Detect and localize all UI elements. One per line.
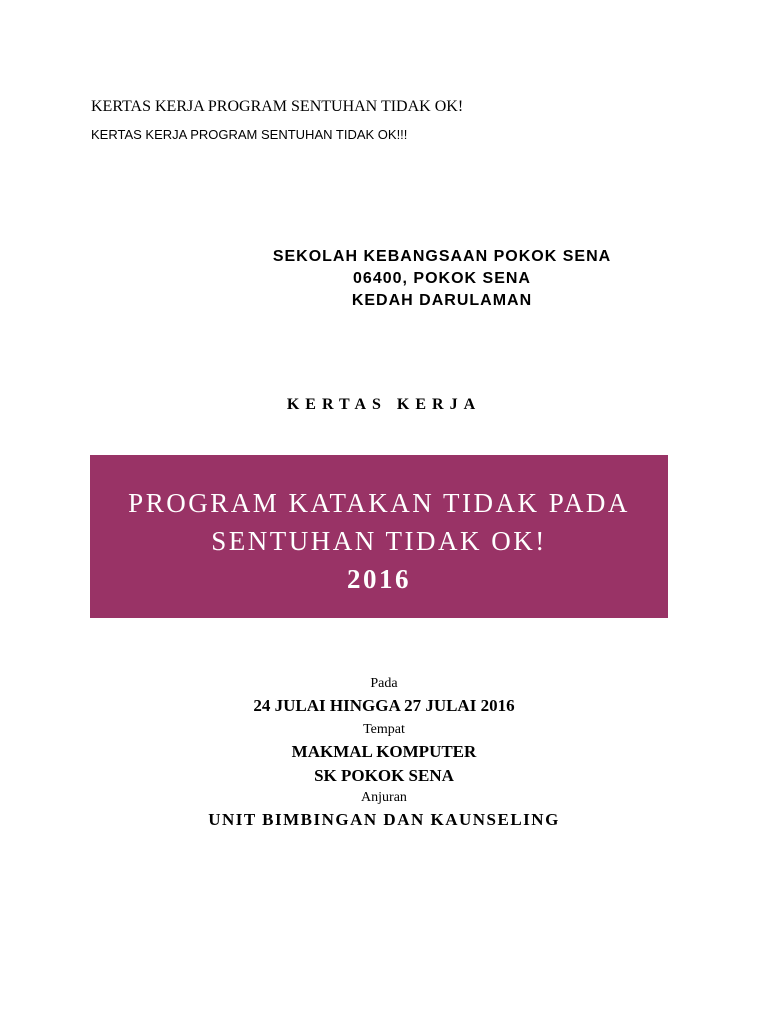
date-value: 24 JULAI HINGGA 27 JULAI 2016	[253, 696, 515, 715]
program-details	[0, 674, 768, 832]
program-title-banner	[90, 455, 668, 618]
document-title: KERTAS KERJA PROGRAM SENTUHAN TIDAK OK!	[91, 98, 464, 115]
date-label: Pada	[370, 676, 398, 691]
school-postcode-city: 06400, POKOK SENA	[353, 270, 531, 287]
banner-title-line-1: PROGRAM KATAKAN TIDAK PADA	[128, 488, 630, 518]
paper-heading: KERTAS KERJA	[286, 396, 482, 413]
venue-label: Tempat	[363, 722, 405, 737]
school-name: SEKOLAH KEBANGSAAN POKOK SENA	[272, 248, 612, 265]
school-state: KEDAH DARULAMAN	[351, 292, 533, 309]
venue-line-2: SK POKOK SENA	[314, 766, 454, 785]
banner-year: 2016	[347, 564, 411, 594]
venue-line-1: MAKMAL KOMPUTER	[291, 742, 477, 761]
document-subtitle: KERTAS KERJA PROGRAM SENTUHAN TIDAK OK!!!	[91, 127, 408, 142]
organiser-label: Anjuran	[361, 790, 407, 805]
organiser-value: UNIT BIMBINGAN DAN KAUNSELING	[208, 810, 560, 829]
banner-title-line-2: SENTUHAN TIDAK OK!	[211, 526, 547, 556]
school-address-block	[212, 246, 672, 312]
